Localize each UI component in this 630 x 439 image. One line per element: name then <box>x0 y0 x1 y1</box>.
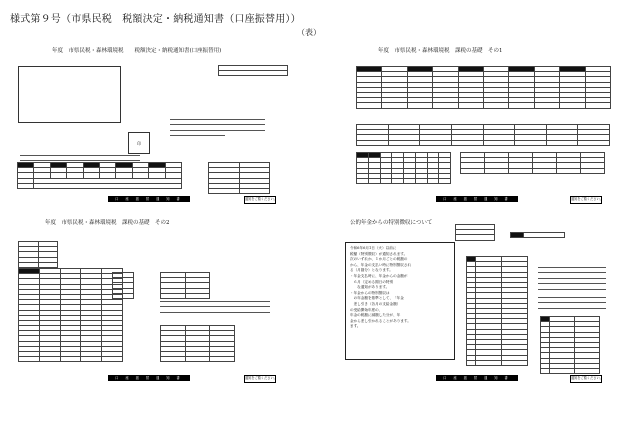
panel1-footer-box: 通知をご覧ください。 <box>244 196 276 204</box>
panel3-footer-box: 通知をご覧ください。 <box>244 375 276 383</box>
basis2-notes <box>160 296 270 313</box>
panel1-header-table <box>218 65 288 76</box>
notice-line: ６月（定める期日の特別 <box>350 279 394 284</box>
form-side-label: （表） <box>297 28 321 37</box>
notice-line: 次のいずれか、１か月ごとの税額の <box>350 257 408 262</box>
notice-line: 令和6年6月1日（火）以前に <box>350 246 397 250</box>
notice-line: 年金の税額に減額した分が、年 <box>350 313 401 318</box>
pension-withholding-table <box>466 256 528 366</box>
basis2-mid-table <box>112 272 134 299</box>
panel3-title: 年度 市県民税・森林環境税 課税の基礎 その2 <box>45 220 170 226</box>
panel2-title: 年度 市県民税・森林環境税 課税の基礎 その1 <box>378 48 503 54</box>
deduction-table <box>356 124 610 146</box>
basis2-right-table <box>160 272 210 299</box>
pension-notes-1 <box>538 262 606 290</box>
income-basis-table <box>356 66 611 109</box>
pension-small-table <box>540 316 600 374</box>
notice-line: ます。 <box>350 324 361 329</box>
panel2-footer-box: 通知をご覧ください。 <box>570 196 602 204</box>
notice-line: ・年金からの特別徴収は <box>350 290 390 295</box>
recipient-lines <box>170 114 225 136</box>
panel3-footer-bar: 口 座 振 替 通 知 書 <box>108 375 190 381</box>
basis2-bottom-table <box>160 325 235 362</box>
basis2-main-table <box>18 268 123 362</box>
pension-notes-2 <box>538 292 606 309</box>
notice-line: 金から差し引かれることがあります。 <box>350 318 411 323</box>
family-table <box>460 152 605 174</box>
pension-right-header <box>510 232 565 238</box>
panel4-footer-bar: 口 座 振 替 通 知 書 <box>436 375 518 381</box>
basis2-small-table <box>18 241 58 268</box>
notice-line: 税額（特別徴収）が通知されます。 <box>350 251 408 256</box>
pension-notice-box <box>345 242 455 360</box>
recipient-lines-2 <box>225 114 265 131</box>
panel1-footer-bar: 口 座 振 替 通 知 書 <box>108 196 190 202</box>
note-lines <box>20 150 140 161</box>
notice-line: る（月割分）となります。 <box>350 268 393 273</box>
panel1-title: 年度 市県民税・森林環境税 税額決定・納税通知書(口座振替用) <box>52 48 222 54</box>
dependents-table <box>356 152 451 184</box>
form-title: 様式第９号（市県民税 税額決定・納税通知書（口座振替用）） <box>10 14 301 25</box>
notice-line: の受給開始年度の、 <box>350 307 383 312</box>
notice-line: 差し引き（各月の支給金額） <box>350 301 401 306</box>
notice-line: の年金額を基準として、「年金 <box>350 296 404 301</box>
panel4-title: 公的年金からの特別徴収について <box>350 220 433 226</box>
panel4-footer-box: 通知をご覧ください。 <box>570 375 602 383</box>
address-box <box>18 66 121 123</box>
pension-header-table <box>455 224 495 241</box>
notice-line: な通知があります。 <box>350 285 390 290</box>
notice-line: から、年金の支払い時に特別徴収され <box>350 262 412 267</box>
tax-amount-table <box>17 162 182 189</box>
payment-schedule-table <box>208 162 270 194</box>
seal-label: 印 <box>137 141 141 146</box>
panel2-footer-bar: 口 座 振 替 通 知 書 <box>436 196 518 202</box>
notice-line: ・年金支払時に、年金からの金額が <box>350 273 408 278</box>
